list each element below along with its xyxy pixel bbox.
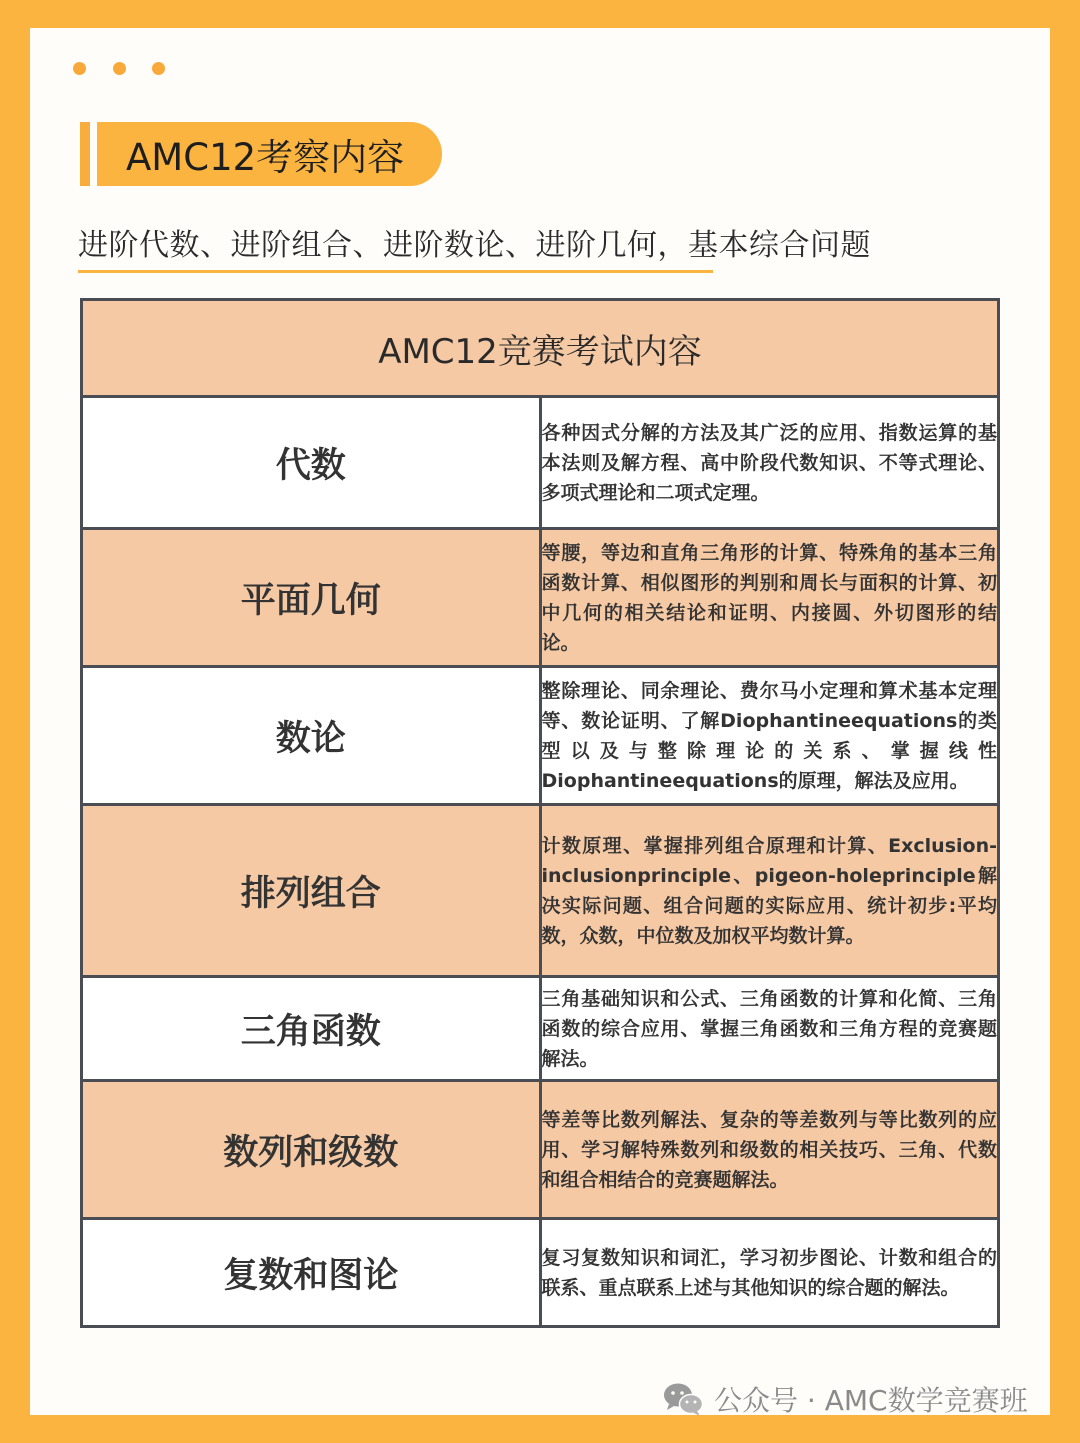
description-cell: 各种因式分解的方法及其广泛的应用、指数运算的基本法则及解方程、高中阶段代数知识、不等式理论、多项式理论和二项式定理。 <box>540 397 999 529</box>
description-cell: 等腰，等边和直角三角形的计算、特殊角的基本三角函数计算、相似图形的判别和周长与面积的计算、初中几何的相关结论和证明、内接圆、外切图形的结论。 <box>540 529 999 667</box>
description-cell: 计数原理、掌握排列组合原理和计算、Exclusion-inclusionprinciple、pigeon-holeprinciple解决实际问题、组合问题的实际应用、统计初步:平均数，众数，中位数及加权平均数计算。 <box>540 805 999 977</box>
subtitle: 进阶代数、进阶组合、进阶数论、进阶几何，基本综合问题 <box>78 228 871 263</box>
table-row <box>82 667 999 805</box>
decorative-dot <box>152 62 165 75</box>
table-row <box>82 529 999 667</box>
description-cell: 复习复数知识和词汇，学习初步图论、计数和组合的联系、重点联系上述与其他知识的综合题的解法。 <box>540 1219 999 1327</box>
decorative-dot <box>113 62 126 75</box>
table-row <box>82 397 999 529</box>
decorative-dot <box>73 62 86 75</box>
category-cell: 平面几何 <box>82 529 541 667</box>
footer-text: 公众号 · AMC数学竞赛班 <box>714 1384 1028 1417</box>
description-cell: 等差等比数列解法、复杂的等差数列与等比数列的应用、学习解特殊数列和级数的相关技巧、三角、代数和组合相结合的竞赛题解法。 <box>540 1081 999 1219</box>
subtitle-underline <box>78 270 713 273</box>
category-cell: 数论 <box>82 667 541 805</box>
description-cell: 三角基础知识和公式、三角函数的计算和化简、三角函数的综合应用、掌握三角函数和三角方程的竞赛题解法。 <box>540 977 999 1081</box>
table-row <box>82 1219 999 1327</box>
table-title: AMC12竞赛考试内容 <box>82 300 999 397</box>
category-cell: 排列组合 <box>82 805 541 977</box>
page-title <box>97 122 442 186</box>
category-cell: 复数和图论 <box>82 1219 541 1327</box>
description-cell: 整除理论、同余理论、费尔马小定理和算术基本定理等、数论证明、了解Diophantineequations的类型以及与整除理论的关系、掌握线性Diophantineequations的原理，解法及应用。 <box>540 667 999 805</box>
table-row <box>82 977 999 1081</box>
wechat-icon <box>662 1381 704 1417</box>
footer-watermark <box>662 1378 1028 1420</box>
content-table <box>80 298 1000 1328</box>
content-card <box>30 28 1050 1415</box>
table-row <box>82 805 999 977</box>
category-cell: 三角函数 <box>82 977 541 1081</box>
table-row <box>82 1081 999 1219</box>
category-cell: 数列和级数 <box>82 1081 541 1219</box>
category-cell: 代数 <box>82 397 541 529</box>
page-title-text: AMC12考察内容 <box>126 136 405 179</box>
title-accent-bar <box>80 122 90 186</box>
